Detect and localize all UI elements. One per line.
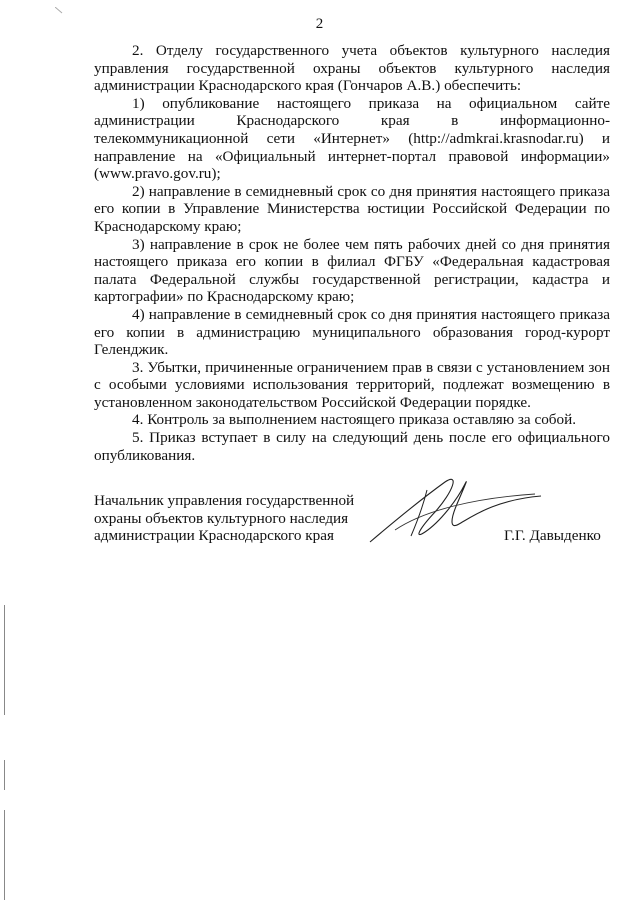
scan-edge-line — [4, 810, 5, 900]
scan-edge-line — [4, 605, 5, 715]
paragraph-item-5: 5. Приказ вступает в силу на следующий день после его официального опубликования. — [94, 429, 610, 464]
paragraph-item-3: 3. Убытки, причиненные ограничением прав в связи с установлением зон с особыми условиями использования территорий, подлежат возмещению в установленном законодательством Российской Федерации порядке. — [94, 358, 610, 411]
signatory-title-line: Начальник управления государственной — [94, 492, 355, 509]
scan-edge-line — [4, 760, 5, 790]
paragraph-item-2: 2. Отделу государственного учета объектов культурного наследия управления государственной охраны объектов культурного наследия администрации Краснодарского края (Гончаров А.В.) обеспечить: — [94, 42, 610, 95]
scan-artifact-mark — [55, 2, 63, 10]
signatory-title — [94, 492, 354, 545]
page-number: 2 — [315, 16, 324, 32]
signatory-title-line: охраны объектов культурного наследия — [94, 509, 349, 527]
paragraph-subitem-4: 4) направление в семидневный срок со дня принятия настоящего приказа его копии в администрацию муниципального образования город-курорт Геленджик. — [94, 305, 610, 359]
document-body — [94, 42, 610, 464]
paragraph-subitem-3: 3) направление в срок не более чем пять рабочих дней со дня принятия настоящего приказа его копии в филиал ФГБУ «Федеральная кадастровая палата Федеральной службы государственной регистрации, кадастра и картографии» по Краснодарскому краю; — [94, 235, 610, 306]
paragraph-subitem-2: 2) направление в семидневный срок со дня принятия настоящего приказа его копии в Управление Министерства юстиции Российской Федерации по Краснодарскому краю; — [94, 182, 610, 235]
paragraph-item-4: 4. Контроль за выполнением настоящего приказа оставляю за собой. — [132, 411, 577, 429]
signatory-title-line: администрации Краснодарского края — [94, 527, 334, 545]
signatory-name: Г.Г. Давыденко — [504, 527, 601, 544]
paragraph-subitem-1: 1) опубликование настоящего приказа на официальном сайте администрации Краснодарского края в информационно-телекоммуникационной сети «Интернет» (http://admkrai.krasnodar.ru) и направление на «Официальный интернет-портал правовой информации» (www.pravo.gov.ru); — [94, 94, 610, 183]
